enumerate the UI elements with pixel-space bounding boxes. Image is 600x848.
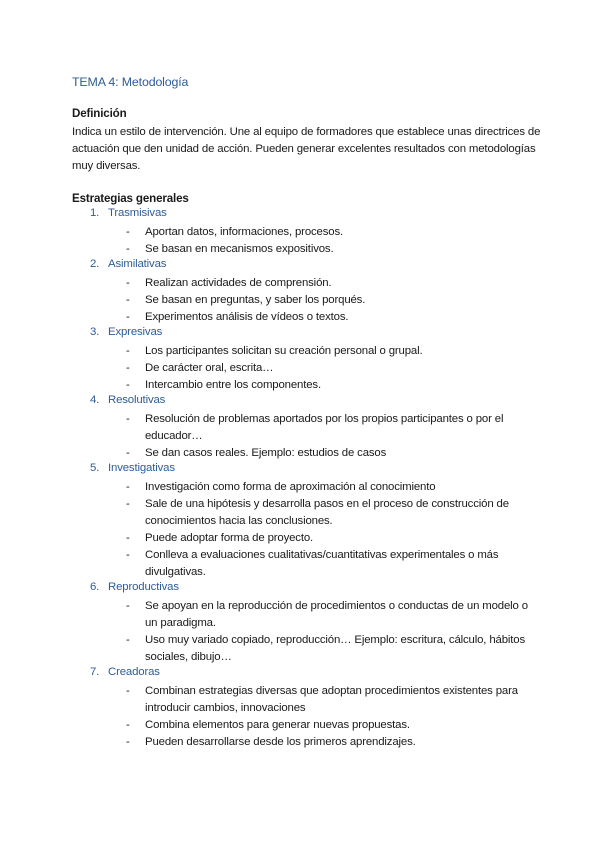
category-number: 3.: [90, 326, 100, 338]
category-number: 7.: [90, 666, 100, 678]
list-item: [126, 530, 535, 547]
list-item: [126, 734, 535, 751]
category-number: 4.: [90, 394, 100, 406]
strategy-category: [0, 666, 600, 683]
list-item: [126, 360, 535, 377]
category-name: Investigativas: [108, 462, 175, 474]
list-item: [126, 632, 535, 666]
list-item-text: Se basan en preguntas, y saber los porqués.: [145, 294, 366, 306]
category-number: 1.: [90, 207, 100, 219]
category-number: 6.: [90, 581, 100, 593]
list-item: [126, 479, 535, 496]
strategies-heading: Estrategias generales: [72, 192, 189, 205]
list-item-text: Experimentos análisis de vídeos o textos.: [145, 311, 349, 323]
bullet-dash-icon: -: [126, 447, 130, 459]
bullet-dash-icon: -: [126, 532, 130, 544]
bullet-dash-icon: -: [126, 634, 130, 646]
list-item: [126, 411, 535, 445]
bullet-dash-icon: -: [126, 600, 130, 612]
definition-heading: Definición: [72, 107, 127, 120]
strategy-category: [0, 258, 600, 275]
list-item-text: Conlleva a evaluaciones cualitativas/cuantitativas experimentales o más divulgativas.: [145, 549, 499, 578]
list-item: [126, 241, 535, 258]
list-item: [126, 275, 535, 292]
list-item-text: Realizan actividades de comprensión.: [145, 277, 332, 289]
list-item-text: Intercambio entre los componentes.: [145, 379, 321, 391]
strategy-category: [0, 581, 600, 598]
list-item: [126, 377, 535, 394]
list-item-text: Combina elementos para generar nuevas propuestas.: [145, 719, 410, 731]
strategy-category: [0, 326, 600, 343]
category-name: Resolutivas: [108, 394, 166, 406]
category-name: Expresivas: [108, 326, 163, 338]
category-name: Trasmisivas: [108, 207, 167, 219]
list-item: [126, 343, 535, 360]
bullet-dash-icon: -: [126, 549, 130, 561]
bullet-dash-icon: -: [126, 277, 130, 289]
list-item-text: Se apoyan en la reproducción de procedimientos o conductas de un modelo o un paradigma.: [145, 600, 528, 629]
list-item-text: Se dan casos reales. Ejemplo: estudios de casos: [145, 447, 387, 459]
category-number: 2.: [90, 258, 100, 270]
bullet-dash-icon: -: [126, 719, 130, 731]
list-item: [126, 292, 535, 309]
category-name: Asimilativas: [108, 258, 167, 270]
list-item-text: Investigación como forma de aproximación al conocimiento: [145, 481, 436, 493]
bullet-dash-icon: -: [126, 226, 130, 238]
list-item-text: Sale de una hipótesis y desarrolla pasos en el proceso de construcción de conocimientos hacia las conclusiones.: [145, 498, 509, 527]
list-item-text: Uso muy variado copiado, reproducción… Ejemplo: escritura, cálculo, hábitos sociales, dibujo…: [145, 634, 526, 663]
list-item-text: Combinan estrategias diversas que adoptan procedimientos existentes para introducir cambios, innovaciones: [145, 685, 518, 714]
bullet-dash-icon: -: [126, 685, 130, 697]
strategy-category: [0, 207, 600, 224]
list-item-text: Se basan en mecanismos expositivos.: [145, 243, 334, 255]
list-item: [126, 547, 535, 581]
definition-text: Indica un estilo de intervención. Une al equipo de formadores que establece unas directrices de actuación que den unidad de acción. Pueden generar excelentes resultados con metodologías muy diversas.: [72, 126, 541, 172]
list-item-text: Los participantes solicitan su creación personal o grupal.: [145, 345, 423, 357]
strategy-category: [0, 462, 600, 479]
list-item: [126, 598, 535, 632]
bullet-dash-icon: -: [126, 379, 130, 391]
list-item-text: Pueden desarrollarse desde los primeros aprendizajes.: [145, 736, 416, 748]
list-item-text: Puede adoptar forma de proyecto.: [145, 532, 314, 544]
list-item-text: Aportan datos, informaciones, procesos.: [145, 226, 344, 238]
category-name: Creadoras: [108, 666, 160, 678]
list-item-text: Resolución de problemas aportados por los propios participantes o por el educador…: [145, 413, 504, 442]
list-item-text: De carácter oral, escrita…: [145, 362, 274, 374]
bullet-dash-icon: -: [126, 243, 130, 255]
bullet-dash-icon: -: [126, 311, 130, 323]
list-item: [126, 445, 535, 462]
bullet-dash-icon: -: [126, 413, 130, 425]
list-item: [126, 683, 535, 717]
strategies-list: [0, 207, 600, 751]
bullet-dash-icon: -: [126, 294, 130, 306]
bullet-dash-icon: -: [126, 362, 130, 374]
bullet-dash-icon: -: [126, 481, 130, 493]
category-number: 5.: [90, 462, 100, 474]
list-item: [126, 717, 535, 734]
bullet-dash-icon: -: [126, 498, 130, 510]
list-item: [126, 496, 535, 530]
page-title: TEMA 4: Metodología: [72, 75, 189, 89]
list-item: [126, 309, 535, 326]
bullet-dash-icon: -: [126, 736, 130, 748]
category-name: Reproductivas: [108, 581, 179, 593]
strategy-category: [0, 394, 600, 411]
list-item: [126, 224, 535, 241]
bullet-dash-icon: -: [126, 345, 130, 357]
